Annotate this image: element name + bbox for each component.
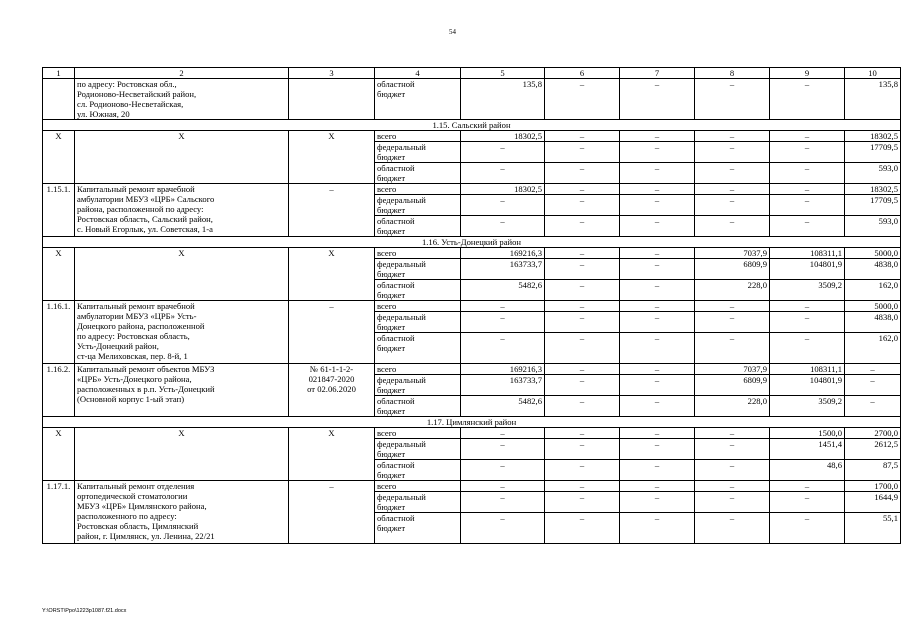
funding-source-cell: областной бюджет <box>375 280 461 301</box>
amount-cell: – <box>695 481 770 492</box>
funding-source-cell: федеральный бюджет <box>375 492 461 513</box>
amount-cell: – <box>545 142 620 163</box>
section-title: 1.16. Усть-Донецкий район <box>43 237 901 248</box>
funding-source-cell: федеральный бюджет <box>375 259 461 280</box>
amount-cell: – <box>461 439 545 460</box>
amount-cell: – <box>545 396 620 417</box>
header-row <box>43 68 901 79</box>
header-cell: 1 <box>43 68 75 79</box>
amount-cell: 163733,7 <box>461 375 545 396</box>
row-number-cell: Х <box>43 131 75 184</box>
amount-cell: 228,0 <box>695 280 770 301</box>
amount-cell: – <box>695 142 770 163</box>
funding-source-cell: всего <box>375 301 461 312</box>
amount-cell: – <box>545 439 620 460</box>
amount-cell: – <box>461 216 545 237</box>
row-number-cell: 1.15.1. <box>43 184 75 237</box>
amount-cell: – <box>620 333 695 364</box>
amount-cell: 104801,9 <box>770 259 845 280</box>
amount-cell: 48,6 <box>770 460 845 481</box>
amount-cell: – <box>461 142 545 163</box>
table-row <box>43 248 901 259</box>
amount-cell: – <box>695 492 770 513</box>
amount-cell: – <box>620 79 695 120</box>
amount-cell: – <box>545 259 620 280</box>
amount-cell: – <box>695 312 770 333</box>
row-number-cell: Х <box>43 428 75 481</box>
amount-cell: 169216,3 <box>461 248 545 259</box>
header-cell: 6 <box>545 68 620 79</box>
table-row <box>43 364 901 375</box>
amount-cell: – <box>461 428 545 439</box>
amount-cell: 6809,9 <box>695 259 770 280</box>
amount-cell: – <box>545 131 620 142</box>
amount-cell: 5482,6 <box>461 396 545 417</box>
amount-cell: – <box>545 216 620 237</box>
amount-cell: – <box>695 333 770 364</box>
amount-cell: 18302,5 <box>845 131 901 142</box>
amount-cell: – <box>845 364 901 375</box>
amount-cell: 5000,0 <box>845 301 901 312</box>
funding-source-cell: всего <box>375 364 461 375</box>
amount-cell: – <box>620 195 695 216</box>
funding-source-cell: областной бюджет <box>375 163 461 184</box>
amount-cell: 7037,9 <box>695 248 770 259</box>
amount-cell: – <box>845 375 901 396</box>
section-header-row <box>43 120 901 131</box>
amount-cell: – <box>620 259 695 280</box>
amount-cell: 4838,0 <box>845 312 901 333</box>
amount-cell: – <box>770 301 845 312</box>
section-title: 1.15. Сальский район <box>43 120 901 131</box>
amount-cell: – <box>770 481 845 492</box>
amount-cell: 5000,0 <box>845 248 901 259</box>
amount-cell: 228,0 <box>695 396 770 417</box>
amount-cell: – <box>545 301 620 312</box>
amount-cell: 169216,3 <box>461 364 545 375</box>
section-header-row <box>43 417 901 428</box>
funding-source-cell: всего <box>375 428 461 439</box>
header-cell: 7 <box>620 68 695 79</box>
funding-source-cell: областной бюджет <box>375 513 461 544</box>
amount-cell: – <box>620 131 695 142</box>
amount-cell: – <box>770 184 845 195</box>
amount-cell: 2612,5 <box>845 439 901 460</box>
header-cell: 9 <box>770 68 845 79</box>
amount-cell: – <box>461 301 545 312</box>
object-name-cell: Капитальный ремонт отделения ортопедической стоматологии МБУЗ «ЦРБ» Цимлянского района, расположенного по адресу: Ростовская область, Цимлянский район, г. Цимлянск, ул. Ленина, 22/21 <box>75 481 289 544</box>
amount-cell: – <box>461 195 545 216</box>
funding-source-cell: всего <box>375 481 461 492</box>
funding-source-cell: федеральный бюджет <box>375 142 461 163</box>
amount-cell: 4838,0 <box>845 259 901 280</box>
document-cell: – <box>289 301 375 364</box>
amount-cell: – <box>545 184 620 195</box>
amount-cell: – <box>620 301 695 312</box>
budget-table <box>42 67 901 544</box>
section-title: 1.17. Цимлянский район <box>43 417 901 428</box>
amount-cell: 3509,2 <box>770 396 845 417</box>
amount-cell: 18302,5 <box>461 131 545 142</box>
funding-source-cell: всего <box>375 131 461 142</box>
amount-cell: – <box>461 492 545 513</box>
amount-cell: 162,0 <box>845 280 901 301</box>
document-cell: Х <box>289 248 375 301</box>
header-cell: 5 <box>461 68 545 79</box>
amount-cell: – <box>770 163 845 184</box>
amount-cell: – <box>695 460 770 481</box>
amount-cell: 135,8 <box>461 79 545 120</box>
document-cell: – <box>289 481 375 544</box>
amount-cell: – <box>545 481 620 492</box>
amount-cell: – <box>620 492 695 513</box>
funding-source-cell: всего <box>375 248 461 259</box>
amount-cell: – <box>695 439 770 460</box>
amount-cell: – <box>620 481 695 492</box>
amount-cell: 87,5 <box>845 460 901 481</box>
amount-cell: – <box>545 163 620 184</box>
funding-source-cell: областной бюджет <box>375 460 461 481</box>
amount-cell: – <box>695 131 770 142</box>
document-cell: Х <box>289 131 375 184</box>
amount-cell: – <box>545 333 620 364</box>
amount-cell: 18302,5 <box>461 184 545 195</box>
amount-cell: 2700,0 <box>845 428 901 439</box>
amount-cell: – <box>770 142 845 163</box>
header-cell: 10 <box>845 68 901 79</box>
funding-source-cell: федеральный бюджет <box>375 439 461 460</box>
amount-cell: 593,0 <box>845 163 901 184</box>
amount-cell: – <box>545 428 620 439</box>
header-cell: 2 <box>75 68 289 79</box>
table-row <box>43 428 901 439</box>
object-name-cell: Х <box>75 131 289 184</box>
row-number-cell: Х <box>43 248 75 301</box>
amount-cell: – <box>545 375 620 396</box>
document-cell: № 61-1-1-2- 021847-2020 от 02.06.2020 <box>289 364 375 417</box>
amount-cell: – <box>461 312 545 333</box>
amount-cell: – <box>695 184 770 195</box>
amount-cell: – <box>695 513 770 544</box>
row-number-cell <box>43 79 75 120</box>
amount-cell: – <box>620 364 695 375</box>
amount-cell: – <box>770 312 845 333</box>
funding-source-cell: федеральный бюджет <box>375 312 461 333</box>
amount-cell: – <box>620 248 695 259</box>
document-cell <box>289 79 375 120</box>
funding-source-cell: федеральный бюджет <box>375 195 461 216</box>
amount-cell: – <box>695 195 770 216</box>
amount-cell: – <box>620 375 695 396</box>
table-row <box>43 481 901 492</box>
page-number: 54 <box>449 28 456 36</box>
amount-cell: 1644,9 <box>845 492 901 513</box>
amount-cell: – <box>770 131 845 142</box>
object-name-cell: Х <box>75 248 289 301</box>
amount-cell: – <box>620 280 695 301</box>
amount-cell: – <box>620 216 695 237</box>
amount-cell: – <box>770 216 845 237</box>
header-cell: 3 <box>289 68 375 79</box>
object-name-cell: по адресу: Ростовская обл., Родионово-Несветайский район, сл. Родионово-Несветайская, ул. Южная, 20 <box>75 79 289 120</box>
amount-cell: – <box>545 460 620 481</box>
row-number-cell: 1.16.2. <box>43 364 75 417</box>
amount-cell: – <box>620 184 695 195</box>
amount-cell: 17709,5 <box>845 195 901 216</box>
amount-cell: 162,0 <box>845 333 901 364</box>
amount-cell: – <box>695 301 770 312</box>
amount-cell: – <box>620 428 695 439</box>
funding-source-cell: областной бюджет <box>375 396 461 417</box>
amount-cell: 18302,5 <box>845 184 901 195</box>
amount-cell: – <box>770 513 845 544</box>
amount-cell: – <box>620 396 695 417</box>
amount-cell: – <box>461 481 545 492</box>
funding-source-cell: всего <box>375 184 461 195</box>
funding-source-cell: областной бюджет <box>375 79 461 120</box>
header-cell: 8 <box>695 68 770 79</box>
funding-source-cell: областной бюджет <box>375 333 461 364</box>
amount-cell: 593,0 <box>845 216 901 237</box>
amount-cell: – <box>461 460 545 481</box>
amount-cell: – <box>461 163 545 184</box>
amount-cell: 55,1 <box>845 513 901 544</box>
amount-cell: – <box>770 333 845 364</box>
amount-cell: 3509,2 <box>770 280 845 301</box>
amount-cell: 163733,7 <box>461 259 545 280</box>
amount-cell: – <box>461 333 545 364</box>
table-row <box>43 184 901 195</box>
amount-cell: – <box>545 513 620 544</box>
amount-cell: – <box>695 216 770 237</box>
amount-cell: – <box>545 364 620 375</box>
amount-cell: 108311,1 <box>770 364 845 375</box>
amount-cell: 17709,5 <box>845 142 901 163</box>
amount-cell: – <box>620 142 695 163</box>
table-row <box>43 79 901 120</box>
amount-cell: 7037,9 <box>695 364 770 375</box>
amount-cell: 1500,0 <box>770 428 845 439</box>
amount-cell: 108311,1 <box>770 248 845 259</box>
amount-cell: – <box>545 280 620 301</box>
amount-cell: – <box>695 428 770 439</box>
amount-cell: 104801,9 <box>770 375 845 396</box>
header-cell: 4 <box>375 68 461 79</box>
file-path-footer: Y:\ORST\Ppo\1223p1087.f21.docx <box>42 608 127 614</box>
amount-cell: – <box>695 163 770 184</box>
amount-cell: 135,8 <box>845 79 901 120</box>
amount-cell: – <box>770 195 845 216</box>
amount-cell: – <box>620 513 695 544</box>
funding-source-cell: федеральный бюджет <box>375 375 461 396</box>
table-row <box>43 301 901 312</box>
amount-cell: – <box>545 312 620 333</box>
amount-cell: – <box>695 79 770 120</box>
table-body <box>43 68 901 544</box>
object-name-cell: Капитальный ремонт врачебной амбулатории МБУЗ «ЦРБ» Сальского района, расположенной по адресу: Ростовская область, Сальский район, с. Новый Егорлык, ул. Советская, 1-а <box>75 184 289 237</box>
document-cell: – <box>289 184 375 237</box>
section-header-row <box>43 237 901 248</box>
amount-cell: – <box>620 312 695 333</box>
amount-cell: – <box>845 396 901 417</box>
amount-cell: 5482,6 <box>461 280 545 301</box>
amount-cell: – <box>545 195 620 216</box>
amount-cell: – <box>461 513 545 544</box>
amount-cell: – <box>545 248 620 259</box>
row-number-cell: 1.17.1. <box>43 481 75 544</box>
amount-cell: – <box>620 460 695 481</box>
funding-source-cell: областной бюджет <box>375 216 461 237</box>
document-cell: Х <box>289 428 375 481</box>
object-name-cell: Капитальный ремонт объектов МБУЗ «ЦРБ» Усть-Донецкого района, расположенных в р.п. Усть-Донецкий (Основной корпус 1-ый этап) <box>75 364 289 417</box>
amount-cell: 6809,9 <box>695 375 770 396</box>
object-name-cell: Х <box>75 428 289 481</box>
table-row <box>43 131 901 142</box>
amount-cell: – <box>770 79 845 120</box>
object-name-cell: Капитальный ремонт врачебной амбулатории МБУЗ «ЦРБ» Усть- Донецкого района, расположенной по адресу: Ростовская область, Усть-Донецкий район, ст-ца Мелиховская, пер. 8-й, 1 <box>75 301 289 364</box>
amount-cell: – <box>545 492 620 513</box>
amount-cell: 1451,4 <box>770 439 845 460</box>
amount-cell: – <box>620 439 695 460</box>
row-number-cell: 1.16.1. <box>43 301 75 364</box>
amount-cell: 1700,0 <box>845 481 901 492</box>
amount-cell: – <box>620 163 695 184</box>
amount-cell: – <box>545 79 620 120</box>
amount-cell: – <box>770 492 845 513</box>
